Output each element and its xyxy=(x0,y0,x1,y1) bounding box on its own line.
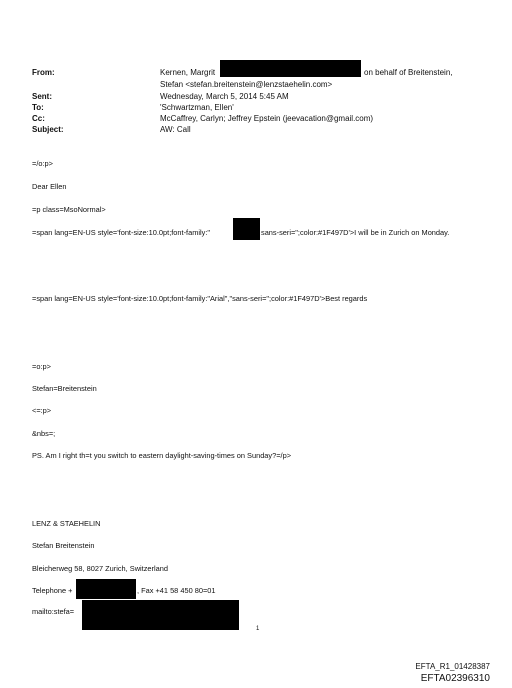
subject-value: AW: Call xyxy=(160,125,191,134)
page-number: 1 xyxy=(256,626,260,632)
body-line-7: Stefan=Breitenstein xyxy=(32,384,97,393)
signature-address: Bleicherweg 58, 8027 Zurich, Switzerland xyxy=(32,564,168,573)
redaction-email xyxy=(82,600,239,630)
from-suffix: on behalf of Breitenstein, xyxy=(364,68,453,77)
body-line-1: =/o:p> xyxy=(32,159,53,168)
redaction-from xyxy=(220,60,361,77)
cc-label: Cc: xyxy=(32,114,45,123)
from-line2: Stefan <stefan.breitenstein@lenzstaehelin.com> xyxy=(160,80,333,89)
subject-label: Subject: xyxy=(32,125,64,134)
sent-value: Wednesday, March 5, 2014 5:45 AM xyxy=(160,92,289,101)
redaction-body xyxy=(233,218,260,240)
body-line-2: Dear Ellen xyxy=(32,182,67,191)
signature-name: Stefan Breitenstein xyxy=(32,541,95,550)
body-line-5: =span lang=EN-US style='font-size:10.0pt;font-family:"Arial","sans-seri=";color:#1F497D'>Best regards xyxy=(32,294,368,303)
signature-firm: LENZ & STAEHELIN xyxy=(32,519,101,528)
body-line-3: =p class=MsoNormal> xyxy=(32,205,106,214)
signature-fax: , Fax +41 58 450 80=01 xyxy=(137,586,216,595)
body-line-10: PS. Am I right th=t you switch to eastern daylight-saving-times on Sunday?=/p> xyxy=(32,451,292,460)
to-value: 'Schwartzman, Ellen' xyxy=(160,103,234,112)
redaction-telephone xyxy=(76,579,136,599)
to-label: To: xyxy=(32,103,44,112)
cc-value: McCaffrey, Carlyn; Jeffrey Epstein (jeevacation@gmail.com) xyxy=(160,114,374,123)
body-line-6: =o:p> xyxy=(32,362,51,371)
from-name: Kernen, Margrit xyxy=(160,68,216,77)
signature-mailto: mailto:stefa= xyxy=(32,607,75,616)
body-line-9: &nbs=; xyxy=(32,429,56,438)
body-line-4b: sans-seri=";color:#1F497D'>I will be in Zurich on Monday. xyxy=(261,228,450,237)
efta-id-small: EFTA_R1_01428387 xyxy=(415,662,490,671)
body-line-4a: =span lang=EN-US style='font-size:10.0pt;font-family:" xyxy=(32,228,211,237)
body-line-8: <=:p> xyxy=(32,406,52,415)
efta-id-large: EFTA02396310 xyxy=(420,673,490,684)
sent-label: Sent: xyxy=(32,92,52,101)
from-label: From: xyxy=(32,68,55,77)
signature-telephone-label: Telephone + xyxy=(32,586,73,595)
